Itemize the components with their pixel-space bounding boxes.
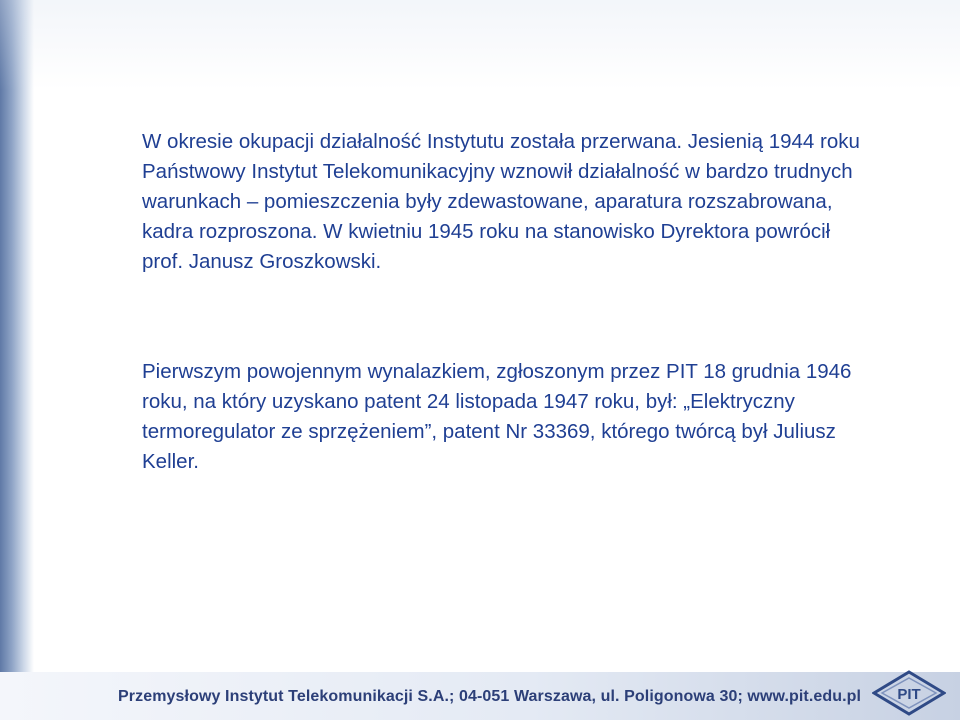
footer-address: Przemysłowy Instytut Telekomunikacji S.A.; 04-051 Warszawa, ul. Poligonowa 30; www.pit.edu.pl: [118, 688, 862, 705]
pit-logo: [872, 670, 946, 716]
paragraph-occupation-history: W okresie okupacji działalność Instytutu została przerwana. Jesienią 1944 roku Państwowy Instytut Telekomunikacyjny wznowił działalność w bardzo trudnych warunkach – pomieszczenia były zdewastowane, aparatura rozszabrowana, kadra rozproszona. W kwietniu 1945 roku na stanowisko Dyrektora powrócił prof. Janusz Groszkowski.: [142, 130, 860, 273]
decorative-left-band: [0, 0, 34, 720]
pit-logo-text: PIT: [897, 686, 921, 703]
decorative-top-fade: [0, 0, 960, 90]
slide-content: [142, 127, 872, 477]
paragraph-first-invention: Pierwszym powojennym wynalazkiem, zgłoszonym przez PIT 18 grudnia 1946 roku, na który uzyskano patent 24 listopada 1947 roku, był: „Elektryczny termoregulator ze sprzężeniem”, patent Nr 33369, którego twórcą był Juliusz Keller.: [142, 360, 852, 473]
